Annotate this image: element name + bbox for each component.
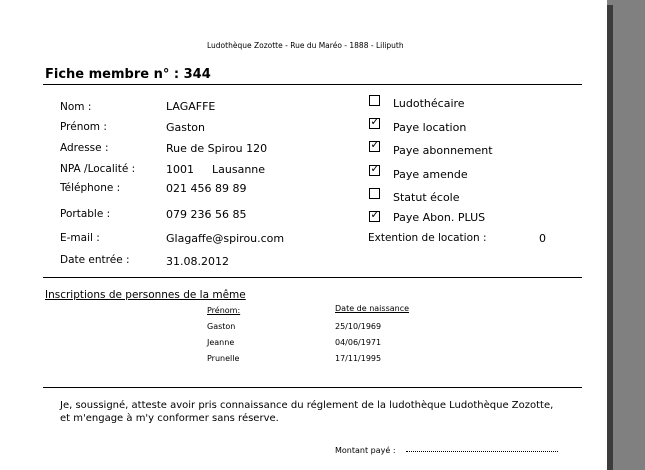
field-label-email: E-mail :: [60, 232, 100, 244]
field-value-localite: Lausanne: [212, 163, 266, 176]
page-title: Fiche membre n° : 344: [45, 67, 211, 82]
checkbox-label-paye-amende: Paye amende: [393, 168, 468, 181]
inscription-birthdate: 25/10/1969: [335, 322, 382, 331]
extension-label: Extention de location :: [368, 232, 487, 244]
checkbox-ludothecaire: [369, 95, 380, 106]
field-value-email: Glagaffe@spirou.com: [166, 232, 285, 245]
checkbox-statut-ecole: [369, 188, 380, 199]
field-value-portable: 079 236 56 85: [166, 208, 247, 221]
checkbox-label-paye-location: Paye location: [393, 121, 467, 134]
checkbox-paye-amende: [369, 162, 380, 176]
field-value-adresse: Rue de Spirou 120: [166, 142, 268, 155]
col-header-date-naissance: Date de naissance: [335, 304, 410, 313]
field-value-nom: LAGAFFE: [166, 100, 216, 113]
col-header-prenom: Prénom:: [207, 306, 241, 315]
field-value-date-entree: 31.08.2012: [166, 255, 229, 268]
payment-label: Montant payé :: [335, 446, 396, 455]
field-label-npa-localite: NPA /Localité :: [60, 163, 136, 175]
statement-line-1: Je, soussigné, atteste avoir pris connaissance du réglement de la ludothèque Ludothèque Zozotte,: [60, 400, 554, 411]
checkbox-paye-abon-plus: [369, 208, 380, 222]
checkbox-label-ludothecaire: Ludothécaire: [393, 97, 465, 110]
page-shadow: [607, 5, 613, 470]
field-value-npa: 1001: [166, 163, 194, 176]
field-label-portable: Portable :: [60, 208, 111, 220]
statement-line-2: et m'engage à m'y conformer sans réserve.: [60, 413, 279, 424]
check-mark-icon: ✓: [370, 115, 380, 128]
checkbox-paye-location: [369, 115, 380, 129]
checkbox-label-statut-ecole: Statut école: [393, 191, 460, 204]
field-label-adresse: Adresse :: [60, 142, 109, 154]
field-label-prenom: Prénom :: [60, 121, 107, 133]
title-divider: [43, 84, 582, 85]
checkbox-label-paye-abon-plus: Paye Abon. PLUS: [393, 211, 486, 224]
payment-signature-line: [406, 451, 558, 452]
check-mark-icon: ✓: [370, 162, 380, 175]
extension-value: 0: [539, 232, 546, 245]
field-value-telephone: 021 456 89 89: [166, 182, 247, 195]
checkbox-label-paye-abonnement: Paye abonnement: [393, 144, 493, 157]
check-mark-icon: ✓: [370, 208, 380, 221]
inscriptions-heading: Inscriptions de personnes de la même: [45, 289, 246, 301]
inscriptions-divider: [43, 387, 582, 388]
field-label-date-entree: Date entrée :: [60, 254, 130, 266]
fields-divider: [43, 277, 582, 278]
header-line: Ludothèque Zozotte - Rue du Maréo - 1888 - Liliputh: [207, 41, 404, 50]
check-mark-icon: ✓: [370, 138, 380, 151]
inscription-firstname: Prunelle: [207, 354, 240, 363]
field-label-telephone: Téléphone :: [60, 182, 121, 194]
field-value-prenom: Gaston: [166, 121, 206, 134]
field-label-nom: Nom :: [60, 101, 92, 113]
inscription-birthdate: 04/06/1971: [335, 338, 382, 347]
checkbox-paye-abonnement: [369, 138, 380, 152]
inscription-firstname: Jeanne: [207, 338, 235, 347]
inscription-birthdate: 17/11/1995: [335, 354, 382, 363]
inscription-firstname: Gaston: [207, 322, 236, 331]
